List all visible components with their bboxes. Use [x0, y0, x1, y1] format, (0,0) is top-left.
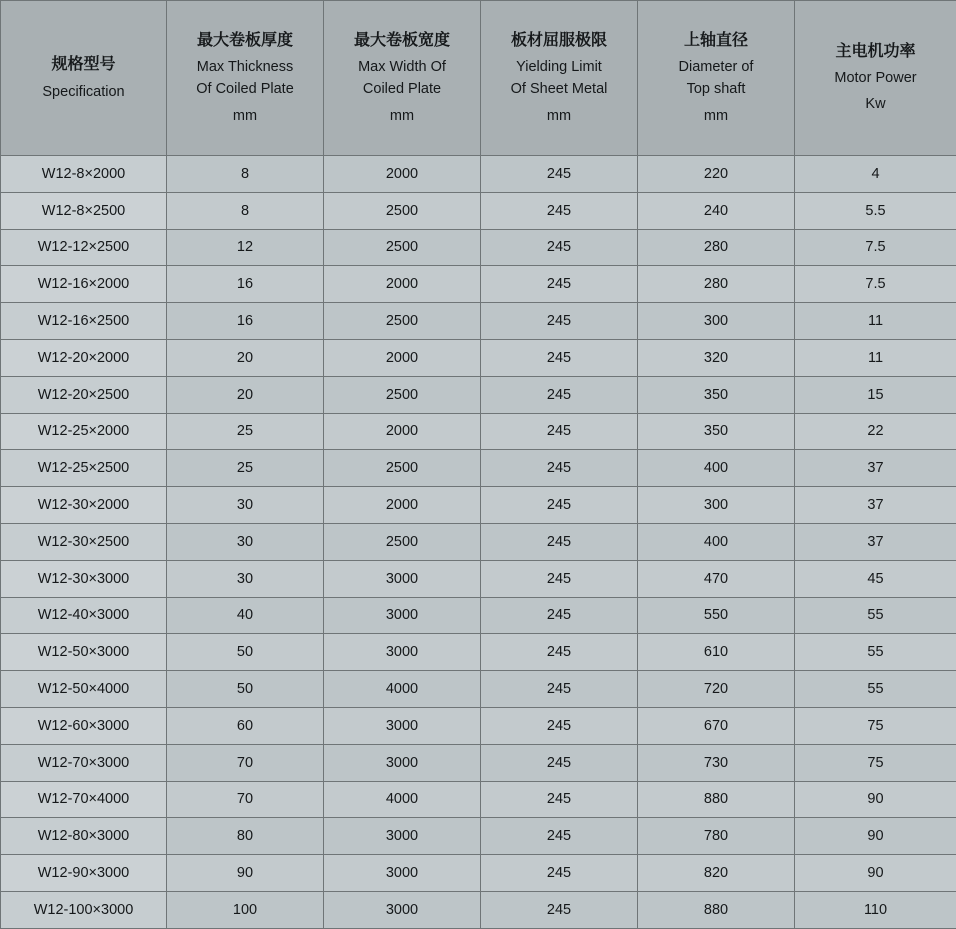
- cell-max-thickness: 50: [167, 671, 324, 708]
- cell-top-shaft-diameter: 400: [638, 450, 795, 487]
- column-header-specification: [1, 1, 167, 156]
- cell-yielding-limit: 245: [481, 523, 638, 560]
- cell-top-shaft-diameter: 350: [638, 376, 795, 413]
- cell-yielding-limit: 245: [481, 339, 638, 376]
- cell-top-shaft-diameter: 550: [638, 597, 795, 634]
- cell-motor-power: 55: [795, 597, 956, 634]
- cell-yielding-limit: 245: [481, 303, 638, 340]
- table-row: [1, 597, 956, 634]
- header-en-top-shaft-line1: Diameter of: [642, 56, 790, 78]
- cell-specification: W12-30×2500: [1, 523, 167, 560]
- cell-specification: W12-40×3000: [1, 597, 167, 634]
- cell-yielding-limit: 245: [481, 818, 638, 855]
- table-row: [1, 744, 956, 781]
- cell-motor-power: 90: [795, 781, 956, 818]
- cell-top-shaft-diameter: 720: [638, 671, 795, 708]
- cell-max-width: 2000: [324, 339, 481, 376]
- header-unit-motor-power: Kw: [799, 93, 952, 115]
- cell-max-width: 3000: [324, 597, 481, 634]
- cell-max-width: 2500: [324, 229, 481, 266]
- cell-motor-power: 37: [795, 523, 956, 560]
- header-en-max-width-line2: Coiled Plate: [328, 78, 476, 100]
- header-row: [1, 1, 956, 156]
- table-header: [1, 1, 956, 156]
- header-en-yielding-limit-line2: Of Sheet Metal: [485, 78, 633, 100]
- cell-max-thickness: 25: [167, 413, 324, 450]
- header-en-motor-power: Motor Power: [799, 67, 952, 89]
- cell-max-thickness: 8: [167, 192, 324, 229]
- cell-max-thickness: 90: [167, 855, 324, 892]
- cell-yielding-limit: 245: [481, 266, 638, 303]
- table-row: [1, 192, 956, 229]
- column-header-top-shaft-diameter: [638, 1, 795, 156]
- cell-max-thickness: 50: [167, 634, 324, 671]
- cell-top-shaft-diameter: 730: [638, 744, 795, 781]
- header-cn-max-thickness: 最大卷板厚度: [171, 29, 319, 54]
- cell-specification: W12-25×2500: [1, 450, 167, 487]
- cell-max-width: 2000: [324, 413, 481, 450]
- cell-yielding-limit: 245: [481, 487, 638, 524]
- cell-max-width: 3000: [324, 855, 481, 892]
- cell-yielding-limit: 245: [481, 671, 638, 708]
- cell-yielding-limit: 245: [481, 634, 638, 671]
- cell-motor-power: 22: [795, 413, 956, 450]
- cell-specification: W12-20×2500: [1, 376, 167, 413]
- cell-yielding-limit: 245: [481, 229, 638, 266]
- header-cn-max-width: 最大卷板宽度: [328, 29, 476, 54]
- cell-max-width: 3000: [324, 634, 481, 671]
- cell-motor-power: 7.5: [795, 266, 956, 303]
- cell-max-width: 2500: [324, 450, 481, 487]
- cell-motor-power: 90: [795, 818, 956, 855]
- cell-max-thickness: 40: [167, 597, 324, 634]
- cell-specification: W12-70×3000: [1, 744, 167, 781]
- table-row: [1, 671, 956, 708]
- cell-max-thickness: 30: [167, 560, 324, 597]
- cell-yielding-limit: 245: [481, 707, 638, 744]
- cell-max-width: 2000: [324, 266, 481, 303]
- cell-specification: W12-80×3000: [1, 818, 167, 855]
- cell-specification: W12-50×4000: [1, 671, 167, 708]
- cell-specification: W12-8×2500: [1, 192, 167, 229]
- cell-top-shaft-diameter: 470: [638, 560, 795, 597]
- cell-max-width: 2500: [324, 376, 481, 413]
- table-row: [1, 523, 956, 560]
- cell-max-thickness: 60: [167, 707, 324, 744]
- cell-max-thickness: 70: [167, 744, 324, 781]
- cell-motor-power: 15: [795, 376, 956, 413]
- cell-top-shaft-diameter: 880: [638, 781, 795, 818]
- header-cn-top-shaft-diameter: 上轴直径: [642, 29, 790, 54]
- cell-max-thickness: 70: [167, 781, 324, 818]
- cell-max-width: 2500: [324, 523, 481, 560]
- header-en-yielding-limit-line1: Yielding Limit: [485, 56, 633, 78]
- cell-max-width: 3000: [324, 891, 481, 928]
- cell-top-shaft-diameter: 240: [638, 192, 795, 229]
- table-row: [1, 707, 956, 744]
- cell-top-shaft-diameter: 820: [638, 855, 795, 892]
- table-row: [1, 487, 956, 524]
- cell-max-width: 3000: [324, 560, 481, 597]
- column-header-motor-power: [795, 1, 956, 156]
- cell-max-thickness: 25: [167, 450, 324, 487]
- cell-motor-power: 5.5: [795, 192, 956, 229]
- cell-top-shaft-diameter: 300: [638, 487, 795, 524]
- table-row: [1, 303, 956, 340]
- cell-yielding-limit: 245: [481, 376, 638, 413]
- column-header-max-width: [324, 1, 481, 156]
- cell-yielding-limit: 245: [481, 855, 638, 892]
- cell-specification: W12-30×2000: [1, 487, 167, 524]
- cell-motor-power: 7.5: [795, 229, 956, 266]
- column-header-max-thickness: [167, 1, 324, 156]
- column-header-yielding-limit: [481, 1, 638, 156]
- cell-yielding-limit: 245: [481, 891, 638, 928]
- cell-top-shaft-diameter: 280: [638, 266, 795, 303]
- cell-max-thickness: 8: [167, 156, 324, 193]
- cell-motor-power: 55: [795, 634, 956, 671]
- cell-top-shaft-diameter: 320: [638, 339, 795, 376]
- cell-max-width: 3000: [324, 707, 481, 744]
- cell-yielding-limit: 245: [481, 156, 638, 193]
- cell-max-width: 2500: [324, 192, 481, 229]
- cell-specification: W12-20×2000: [1, 339, 167, 376]
- cell-motor-power: 37: [795, 450, 956, 487]
- cell-motor-power: 45: [795, 560, 956, 597]
- cell-top-shaft-diameter: 350: [638, 413, 795, 450]
- cell-max-thickness: 16: [167, 303, 324, 340]
- cell-max-thickness: 30: [167, 523, 324, 560]
- header-en-max-thickness-line2: Of Coiled Plate: [171, 78, 319, 100]
- cell-specification: W12-60×3000: [1, 707, 167, 744]
- cell-specification: W12-30×3000: [1, 560, 167, 597]
- table-row: [1, 156, 956, 193]
- table-row: [1, 634, 956, 671]
- cell-motor-power: 11: [795, 303, 956, 340]
- table-row: [1, 413, 956, 450]
- cell-max-width: 2000: [324, 487, 481, 524]
- cell-specification: W12-50×3000: [1, 634, 167, 671]
- header-en-top-shaft-line2: Top shaft: [642, 78, 790, 100]
- cell-yielding-limit: 245: [481, 192, 638, 229]
- header-unit-max-thickness: mm: [171, 105, 319, 127]
- cell-max-width: 4000: [324, 781, 481, 818]
- cell-max-width: 3000: [324, 744, 481, 781]
- header-en-max-width-line1: Max Width Of: [328, 56, 476, 78]
- cell-specification: W12-16×2000: [1, 266, 167, 303]
- header-en-max-thickness-line1: Max Thickness: [171, 56, 319, 78]
- cell-max-thickness: 80: [167, 818, 324, 855]
- header-unit-max-width: mm: [328, 105, 476, 127]
- cell-max-thickness: 12: [167, 229, 324, 266]
- cell-top-shaft-diameter: 780: [638, 818, 795, 855]
- table-row: [1, 781, 956, 818]
- cell-specification: W12-8×2000: [1, 156, 167, 193]
- cell-max-width: 2000: [324, 156, 481, 193]
- cell-motor-power: 55: [795, 671, 956, 708]
- cell-max-thickness: 20: [167, 376, 324, 413]
- cell-yielding-limit: 245: [481, 597, 638, 634]
- cell-max-thickness: 16: [167, 266, 324, 303]
- cell-yielding-limit: 245: [481, 560, 638, 597]
- table-row: [1, 266, 956, 303]
- cell-max-thickness: 20: [167, 339, 324, 376]
- cell-specification: W12-100×3000: [1, 891, 167, 928]
- header-unit-top-shaft: mm: [642, 105, 790, 127]
- cell-motor-power: 11: [795, 339, 956, 376]
- cell-max-thickness: 30: [167, 487, 324, 524]
- table-row: [1, 855, 956, 892]
- cell-top-shaft-diameter: 300: [638, 303, 795, 340]
- cell-top-shaft-diameter: 280: [638, 229, 795, 266]
- cell-max-width: 3000: [324, 818, 481, 855]
- table-row: [1, 818, 956, 855]
- cell-top-shaft-diameter: 670: [638, 707, 795, 744]
- header-cn-yielding-limit: 板材屈服极限: [485, 29, 633, 54]
- cell-yielding-limit: 245: [481, 781, 638, 818]
- cell-motor-power: 90: [795, 855, 956, 892]
- table-row: [1, 450, 956, 487]
- cell-specification: W12-70×4000: [1, 781, 167, 818]
- cell-specification: W12-16×2500: [1, 303, 167, 340]
- table-row: [1, 560, 956, 597]
- cell-motor-power: 37: [795, 487, 956, 524]
- cell-motor-power: 110: [795, 891, 956, 928]
- cell-top-shaft-diameter: 400: [638, 523, 795, 560]
- cell-yielding-limit: 245: [481, 450, 638, 487]
- table-body: [1, 156, 956, 929]
- cell-top-shaft-diameter: 880: [638, 891, 795, 928]
- table-row: [1, 229, 956, 266]
- cell-max-width: 2500: [324, 303, 481, 340]
- cell-motor-power: 4: [795, 156, 956, 193]
- table-row: [1, 891, 956, 928]
- cell-top-shaft-diameter: 610: [638, 634, 795, 671]
- table-row: [1, 376, 956, 413]
- cell-specification: W12-90×3000: [1, 855, 167, 892]
- header-unit-yielding-limit: mm: [485, 105, 633, 127]
- cell-max-thickness: 100: [167, 891, 324, 928]
- cell-yielding-limit: 245: [481, 413, 638, 450]
- cell-motor-power: 75: [795, 707, 956, 744]
- table-row: [1, 339, 956, 376]
- header-cn-motor-power: 主电机功率: [799, 40, 952, 65]
- header-cn-specification: 规格型号: [5, 53, 162, 78]
- cell-specification: W12-12×2500: [1, 229, 167, 266]
- cell-top-shaft-diameter: 220: [638, 156, 795, 193]
- cell-max-width: 4000: [324, 671, 481, 708]
- cell-specification: W12-25×2000: [1, 413, 167, 450]
- cell-yielding-limit: 245: [481, 744, 638, 781]
- header-en-specification: Specification: [5, 81, 162, 103]
- cell-motor-power: 75: [795, 744, 956, 781]
